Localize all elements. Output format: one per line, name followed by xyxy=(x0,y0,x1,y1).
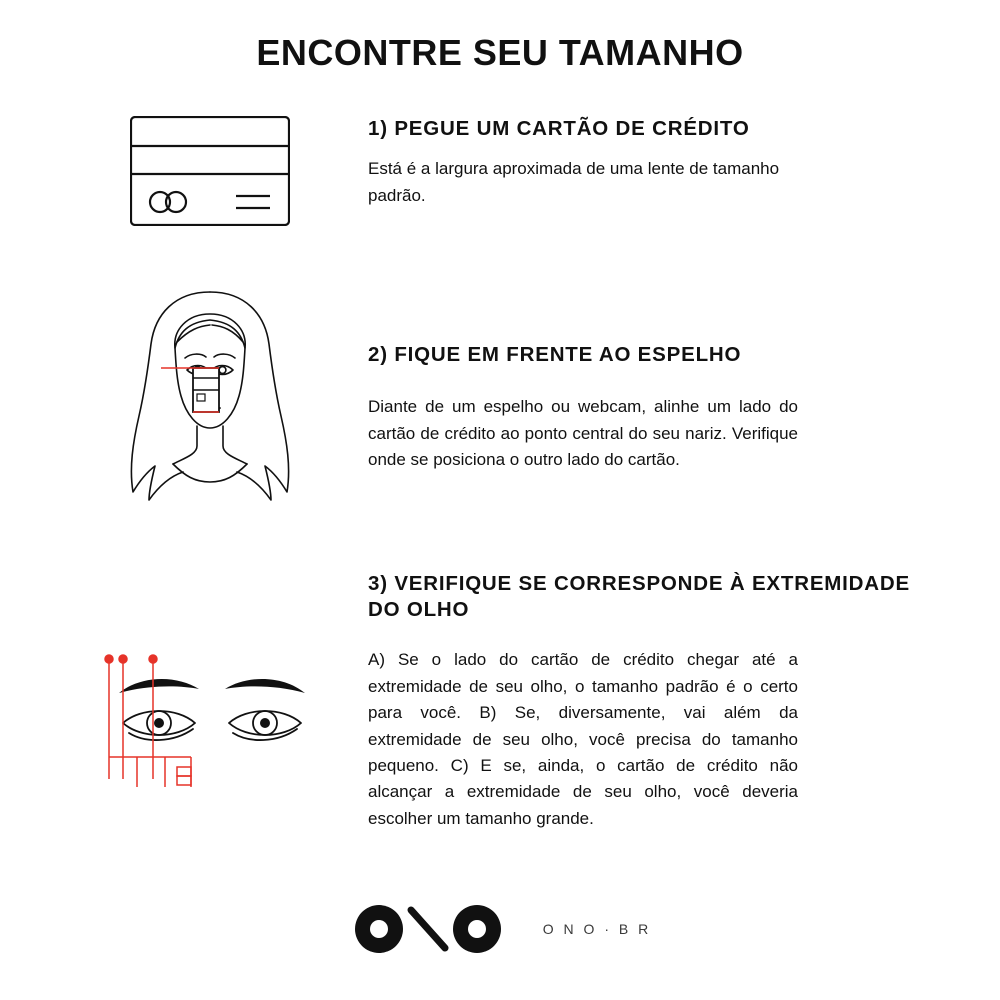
step-text xyxy=(360,571,940,832)
step-body: Diante de um espelho ou webcam, alinhe um lado do cartão de crédito ao ponto central do seu nariz. Verifique onde se posiciona o outro lado do cartão. xyxy=(368,397,798,469)
footer xyxy=(0,902,1000,956)
step-text xyxy=(360,116,940,209)
steps-list xyxy=(0,116,1000,832)
step-item xyxy=(0,282,1000,511)
step-heading: 2) FIQUE EM FRENTE AO ESPELHO xyxy=(368,343,742,366)
page-title: ENCONTRE SEU TAMANHO xyxy=(256,32,744,73)
woman-face-with-card-illustration xyxy=(60,282,360,511)
step-item xyxy=(0,571,1000,832)
brand-label: O N O · B R xyxy=(542,921,652,937)
step-text xyxy=(360,282,940,473)
step-heading: 1) PEGUE UM CARTÃO DE CRÉDITO xyxy=(368,117,750,140)
step-heading: 3) VERIFIQUE SE CORRESPONDE À EXTREMIDADE DO OLHO xyxy=(368,572,910,622)
step-item xyxy=(0,116,1000,226)
eyes-measure-illustration xyxy=(60,571,360,809)
step-body: A) Se o lado do cartão de crédito chegar até a extremidade de seu olho, o tamanho padrão é o certo para você. B) Se, diversamente, vai além da extremidade de seu olho, você precisa do tamanho pequeno. C) E se, ainda, o cartão de crédito não alcançar a extremidade de seu olho, você deveria escolher um tamanho grande. xyxy=(368,650,798,828)
brand-logo xyxy=(349,902,509,956)
step-body: Está é a largura aproximada de uma lente de tamanho padrão. xyxy=(368,159,780,205)
credit-card-illustration xyxy=(60,116,360,226)
